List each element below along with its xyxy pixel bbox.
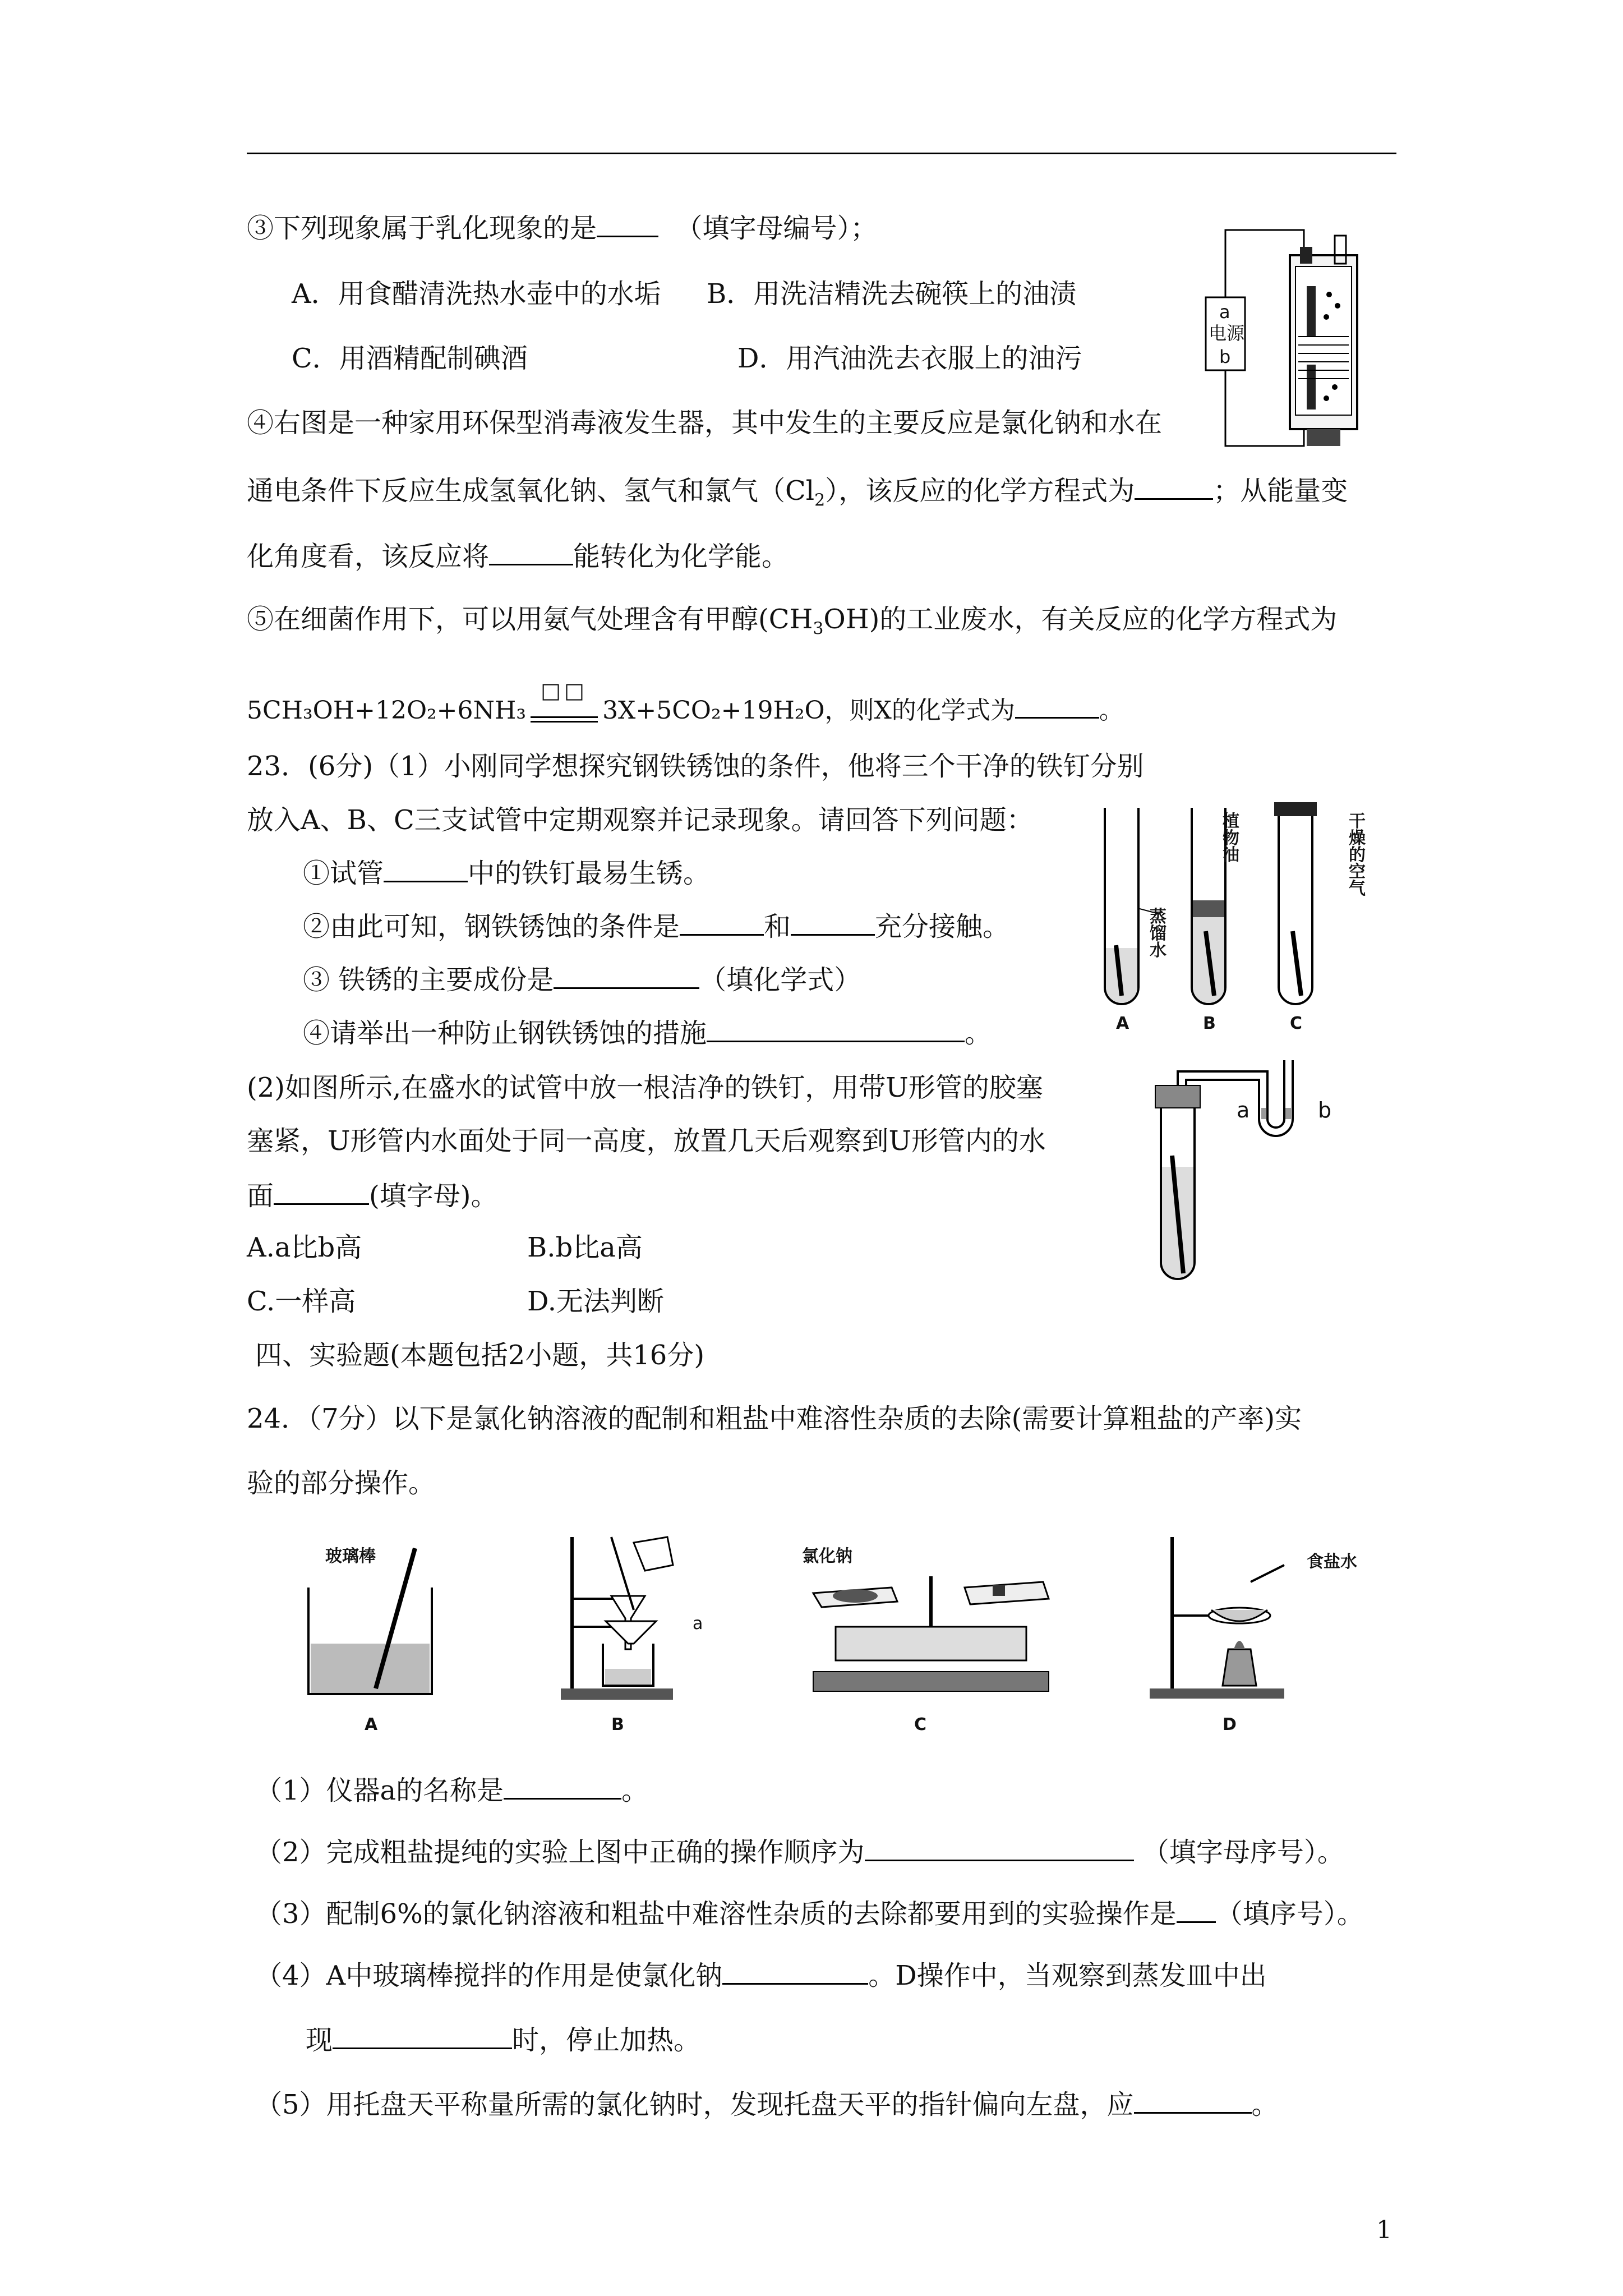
- u-tube-b-label: b: [1318, 1098, 1332, 1122]
- page-number: 1: [1376, 2216, 1392, 2244]
- q22-option-b: B．用洗洁精洗去碗筷上的油渍: [707, 278, 1077, 310]
- distilled-water-label: 蒸馏水: [1150, 907, 1166, 960]
- lab-operations-figure: [297, 1526, 1419, 1745]
- answer-blank[interactable]: [1135, 476, 1213, 500]
- brine-label: 食盐水: [1307, 1552, 1357, 1572]
- q23-intro-line1: 23．(6分)（1）小刚同学想探究钢铁锈蚀的条件，他将三个干净的铁钉分别: [247, 751, 1144, 782]
- u-tube-a-label: a: [1237, 1098, 1250, 1122]
- op-d-label: D: [1223, 1715, 1237, 1734]
- instrument-a-label: a: [693, 1614, 703, 1634]
- q23-sub1: ①试管 中的铁钉最易生锈。: [303, 858, 711, 889]
- u-tube-diagram: [1138, 1055, 1374, 1290]
- q24-sub4-cont: 现 时，停止加热。: [306, 2024, 701, 2056]
- vegetable-oil-label: 植物油: [1223, 812, 1239, 865]
- answer-blank[interactable]: [1177, 1899, 1216, 1923]
- q23-option-a: A.a比b高: [247, 1232, 362, 1263]
- nacl-label: 氯化钠: [802, 1547, 852, 1566]
- q23-p2-line1: (2)如图所示,在盛水的试管中放一根洁净的铁钉，用带U形管的胶塞: [247, 1072, 1043, 1103]
- answer-blank[interactable]: [722, 1961, 868, 1985]
- q22-option-d: D．用汽油洗去衣服上的油污: [737, 343, 1082, 374]
- answer-blank[interactable]: [333, 2025, 512, 2049]
- q22-p4-line3: 化角度看，该反应将 能转化为化学能。: [247, 541, 789, 572]
- u-tube-figure: [1138, 1055, 1374, 1290]
- answer-blank[interactable]: [597, 213, 658, 237]
- q22-option-c: C．用酒精配制碘酒: [292, 343, 528, 374]
- answer-blank[interactable]: [504, 1775, 621, 1800]
- answer-blank[interactable]: [489, 541, 573, 565]
- q23-p2-line3: 面 (填字母)。: [247, 1180, 498, 1212]
- q24-sub4: （4）A中玻璃棒搅拌的作用是使氯化钠 。D操作中，当观察到蒸发皿中出: [255, 1960, 1267, 1991]
- header-rule: [247, 153, 1396, 154]
- answer-blank[interactable]: [384, 858, 468, 882]
- power-terminal-b: b: [1219, 346, 1231, 367]
- q23-p2-line2: 塞紧，U形管内水面处于同一高度，放置几天后观察到U形管内的水: [247, 1125, 1046, 1157]
- q23-option-d: D.无法判断: [527, 1286, 665, 1317]
- tube-b-label: B: [1203, 1014, 1216, 1033]
- q22-option-a: A．用食醋清洗热水壶中的水垢: [292, 278, 661, 310]
- lab-operations-diagram: [297, 1526, 1419, 1745]
- q22-p3-stem: ③下列现象属于乳化现象的是 （填字母编号）；: [247, 213, 878, 244]
- op-c-label: C: [914, 1715, 927, 1734]
- power-source-label: 电源: [1209, 323, 1245, 344]
- answer-blank[interactable]: [680, 912, 764, 936]
- reaction-condition-sign: □□: [531, 699, 598, 726]
- q24-sub3: （3）配制6%的氯化钠溶液和粗盐中难溶性杂质的去除都要用到的实验操作是 （填序号）。: [255, 1898, 1364, 1930]
- q24-sub1: （1）仪器a的名称是 。: [255, 1775, 649, 1806]
- answer-blank[interactable]: [1015, 694, 1099, 719]
- q23-intro-line2: 放入A、B、C三支试管中定期观察并记录现象。请回答下列问题：: [247, 804, 1034, 836]
- tube-a-label: A: [1116, 1014, 1129, 1033]
- q22-p5-equation: 5CH₃OH+12O₂+6NH₃ □□ 3X+5CO₂+19H₂O，则X的化学式为 。: [247, 678, 1124, 725]
- q24-sub2: （2）完成粗盐提纯的实验上图中正确的操作顺序为 （填字母序号）。: [255, 1837, 1344, 1868]
- dry-air-label: 干燥的空气: [1349, 812, 1366, 899]
- answer-blank[interactable]: [707, 1018, 965, 1042]
- disinfectant-generator-figure: [1200, 224, 1380, 460]
- q22-p5-line1: ⑤在细菌作用下，可以用氨气处理含有甲醇$(CH_3OH)$的工业废水，有关反应的化学方程式为: [247, 604, 1338, 639]
- q23-sub2: ②由此可知，钢铁锈蚀的条件是 和 充分接触。: [303, 911, 1010, 942]
- q24-intro-line1: 24．（7分）以下是氯化钠溶液的配制和粗盐中难溶性杂质的去除(需要计算粗盐的产率)实: [247, 1403, 1302, 1434]
- q22-p4-line1: ④右图是一种家用环保型消毒液发生器，其中发生的主要反应是氯化钠和水在: [247, 407, 1163, 439]
- test-tubes-figure: [1094, 797, 1385, 1032]
- section4-title: 四、实验题(本题包括2小题，共16分): [255, 1340, 705, 1371]
- answer-blank[interactable]: [791, 912, 875, 936]
- glass-rod-label: 玻璃棒: [325, 1547, 376, 1566]
- power-terminal-a: a: [1219, 301, 1230, 323]
- q24-intro-line2: 验的部分操作。: [247, 1467, 436, 1499]
- q23-option-c: C.一样高: [247, 1286, 356, 1317]
- q22-p4-line2: 通电条件下反应生成氢氧化钠、氢气和氯气$(Cl_2)$，该反应的化学方程式为 ；从能量变: [247, 475, 1348, 510]
- q23-sub4: ④请举出一种防止钢铁锈蚀的措施 。: [303, 1018, 992, 1049]
- q23-option-b: B.b比a高: [527, 1232, 643, 1263]
- op-b-label: B: [611, 1715, 624, 1734]
- answer-blank[interactable]: [865, 1837, 1134, 1861]
- answer-blank[interactable]: [1134, 2090, 1252, 2114]
- q23-sub3: ③ 铁锈的主要成份是 （填化学式）: [303, 964, 861, 996]
- op-a-label: A: [365, 1715, 378, 1734]
- q24-sub5: （5）用托盘天平称量所需的氯化钠时，发现托盘天平的指针偏向左盘，应 。: [255, 2089, 1279, 2120]
- answer-blank[interactable]: [274, 1181, 369, 1205]
- tube-c-label: C: [1290, 1014, 1303, 1033]
- answer-blank[interactable]: [554, 965, 699, 989]
